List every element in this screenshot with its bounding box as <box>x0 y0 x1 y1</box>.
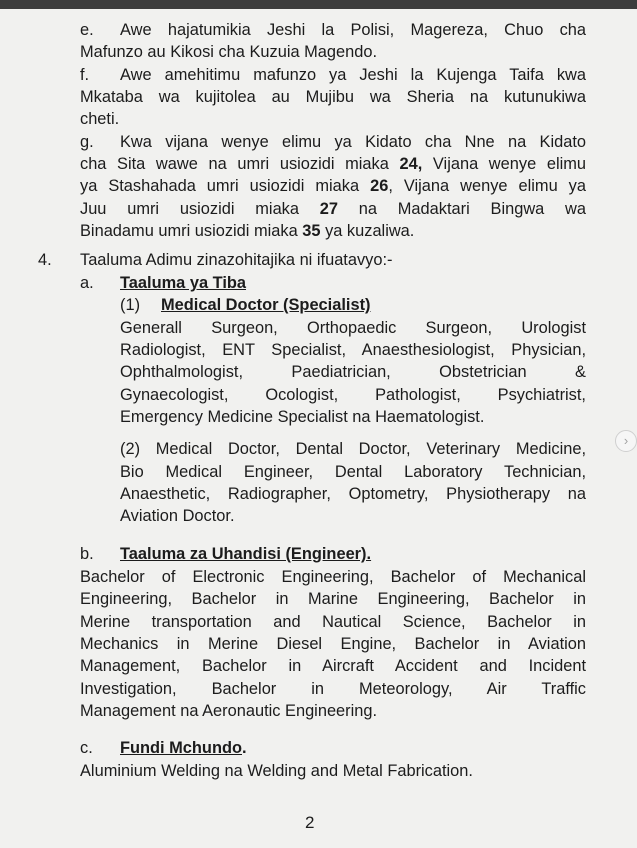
item-f-marker: f. <box>80 66 90 84</box>
item-f-line-2: Mkataba wa kujitolea au Mujibu wa Sheria na kutunukiwa <box>80 88 586 106</box>
engineering-line-4: Mechanics in Merine Diesel Engine, Bachelor in Aviation <box>80 635 586 653</box>
sub-c-heading: Fundi Mchundo <box>120 739 242 757</box>
specialist-line-2: Radiologist, ENT Specialist, Anaesthesiologist, Physician, <box>120 341 586 359</box>
sub-a-heading: Taaluma ya Tiba <box>120 274 247 292</box>
sub-c-heading-wrap: Fundi Mchundo. <box>120 739 247 757</box>
item-g-line-2: cha Sita wawe na umri usiozidi miaka 24, Vijana wenye elimu <box>80 155 586 173</box>
engineering-line-6: Investigation, Bachelor in Meteorology, Air Traffic <box>80 680 586 698</box>
item-g-marker: g. <box>80 133 94 151</box>
specialist-line-1: Generall Surgeon, Orthopaedic Surgeon, Urologist <box>120 319 586 337</box>
engineering-line-5: Management, Bachelor in Aircraft Accident and Incident <box>80 657 586 675</box>
item-g-line-5: Binadamu umri usiozidi miaka 35 ya kuzaliwa. <box>80 222 415 240</box>
specialist-line-3: Ophthalmologist, Paediatrician, Obstetrician & <box>120 363 586 381</box>
item-g-line-3: ya Stashahada umri usiozidi miaka 26, Vijana wenye elimu ya <box>80 177 586 195</box>
medical-line-2: Bio Medical Engineer, Dental Laboratory Technician, <box>120 463 586 481</box>
engineering-line-1: Bachelor of Electronic Engineering, Bachelor of Mechanical <box>80 568 586 586</box>
sub-a-item-1-heading: Medical Doctor (Specialist) <box>161 296 371 314</box>
item-f-line-1: Awe amehitimu mafunzo ya Jeshi la Kujenga Taifa kwa <box>120 66 586 84</box>
chevron-right-icon[interactable]: › <box>615 430 637 452</box>
item-e-marker: e. <box>80 21 94 39</box>
medical-line-4: Aviation Doctor. <box>120 507 235 525</box>
engineering-line-7: Management na Aeronautic Engineering. <box>80 702 378 720</box>
medical-line-3: Anaesthetic, Radiographer, Optometry, Physiotherapy na <box>120 485 586 503</box>
medical-line-1: (2) Medical Doctor, Dental Doctor, Veterinary Medicine, <box>120 440 586 458</box>
sub-c-line: Aluminium Welding na Welding and Metal Fabrication. <box>80 762 473 780</box>
section-4-number: 4. <box>38 251 52 269</box>
sub-b-marker: b. <box>80 545 94 563</box>
item-e-line-2: Mafunzo au Kikosi cha Kuzuia Magendo. <box>80 43 378 61</box>
sub-b-heading: Taaluma za Uhandisi (Engineer). <box>120 545 372 563</box>
sub-c-marker: c. <box>80 739 93 757</box>
item-g-line-4: Juu umri usiozidi miaka 27 na Madaktari Bingwa wa <box>80 200 586 218</box>
page-number: 2 <box>305 813 315 832</box>
engineering-line-2: Engineering, Bachelor in Marine Engineering, Bachelor in <box>80 590 586 608</box>
specialist-line-4: Gynaecologist, Ocologist, Pathologist, Psychiatrist, <box>120 386 586 404</box>
section-4-intro: Taaluma Adimu zinazohitajika ni ifuatavyo:- <box>80 251 393 269</box>
engineering-line-3: Merine transportation and Nautical Science, Bachelor in <box>80 613 586 631</box>
sub-a-item-1-marker: (1) <box>120 296 141 314</box>
item-e-line-1: Awe hajatumikia Jeshi la Polisi, Magereza, Chuo cha <box>120 21 586 39</box>
specialist-line-5: Emergency Medicine Specialist na Haematologist. <box>120 408 485 426</box>
item-g-line-1: Kwa vijana wenye elimu ya Kidato cha Nne na Kidato <box>120 133 586 151</box>
sub-a-marker: a. <box>80 274 94 292</box>
item-f-line-3: cheti. <box>80 110 120 128</box>
